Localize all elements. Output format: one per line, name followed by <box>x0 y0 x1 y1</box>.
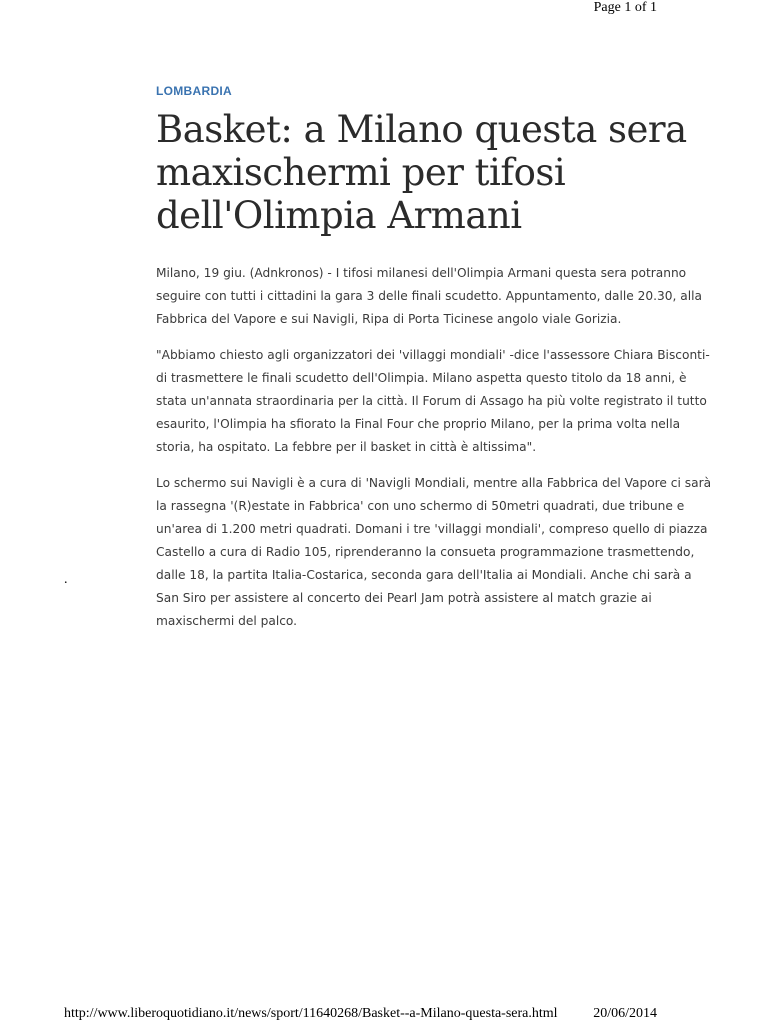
article-body <box>156 262 716 633</box>
print-date: 20/06/2014 <box>593 1006 657 1021</box>
stray-dot: . <box>64 572 68 587</box>
article-paragraph-1: Milano, 19 giu. (Adnkronos) - I tifosi milanesi dell'Olimpia Armani questa sera potranno seguire con tutti i cittadini la gara 3 delle finali scudetto. Appuntamento, dalle 20.30, alla Fabbrica del Vapore e sui Navigli, Ripa di Porta Ticinese angolo viale Gorizia. <box>156 265 703 326</box>
page-number: Page 1 of 1 <box>593 0 657 15</box>
section-label[interactable]: LOMBARDIA <box>156 84 233 98</box>
article-headline: Basket: a Milano questa sera maxischermi per tifosi dell'Olimpia Armani <box>156 108 687 237</box>
article <box>156 80 712 628</box>
source-url: http://www.liberoquotidiano.it/news/sport/11640268/Basket--a-Milano-questa-sera.html <box>64 1006 558 1021</box>
article-paragraph-2: "Abbiamo chiesto agli organizzatori dei 'villaggi mondiali' -dice l'assessore Chiara Bisconti- di trasmettere le finali scudetto dell'Olimpia. Milano aspetta questo titolo da 18 anni, è stata un'annata straordinaria per la città. Il Forum di Assago ha più volte registrato il tutto esaurito, l'Olimpia ha sfiorato la Final Four che proprio Milano, per la prima volta nella storia, ha ospitato. La febbre per il basket in città è altissima". <box>156 347 710 454</box>
article-paragraph-3: Lo schermo sui Navigli è a cura di 'Navigli Mondiali, mentre alla Fabbrica del Vapore ci sarà la rassegna '(R)estate in Fabbrica' con uno schermo di 50metri quadrati, due tribune e un'area di 1.200 metri quadrati. Domani i tre 'villaggi mondiali', compreso quello di piazza Castello a cura di Radio 105, riprenderanno la consueta programmazione trasmettendo, dalle 18, la partita Italia-Costarica, seconda gara dell'Italia ai Mondiali. Anche chi sarà a San Siro per assistere al concerto dei Pearl Jam potrà assistere al match grazie ai maxischermi del palco. <box>156 475 712 628</box>
